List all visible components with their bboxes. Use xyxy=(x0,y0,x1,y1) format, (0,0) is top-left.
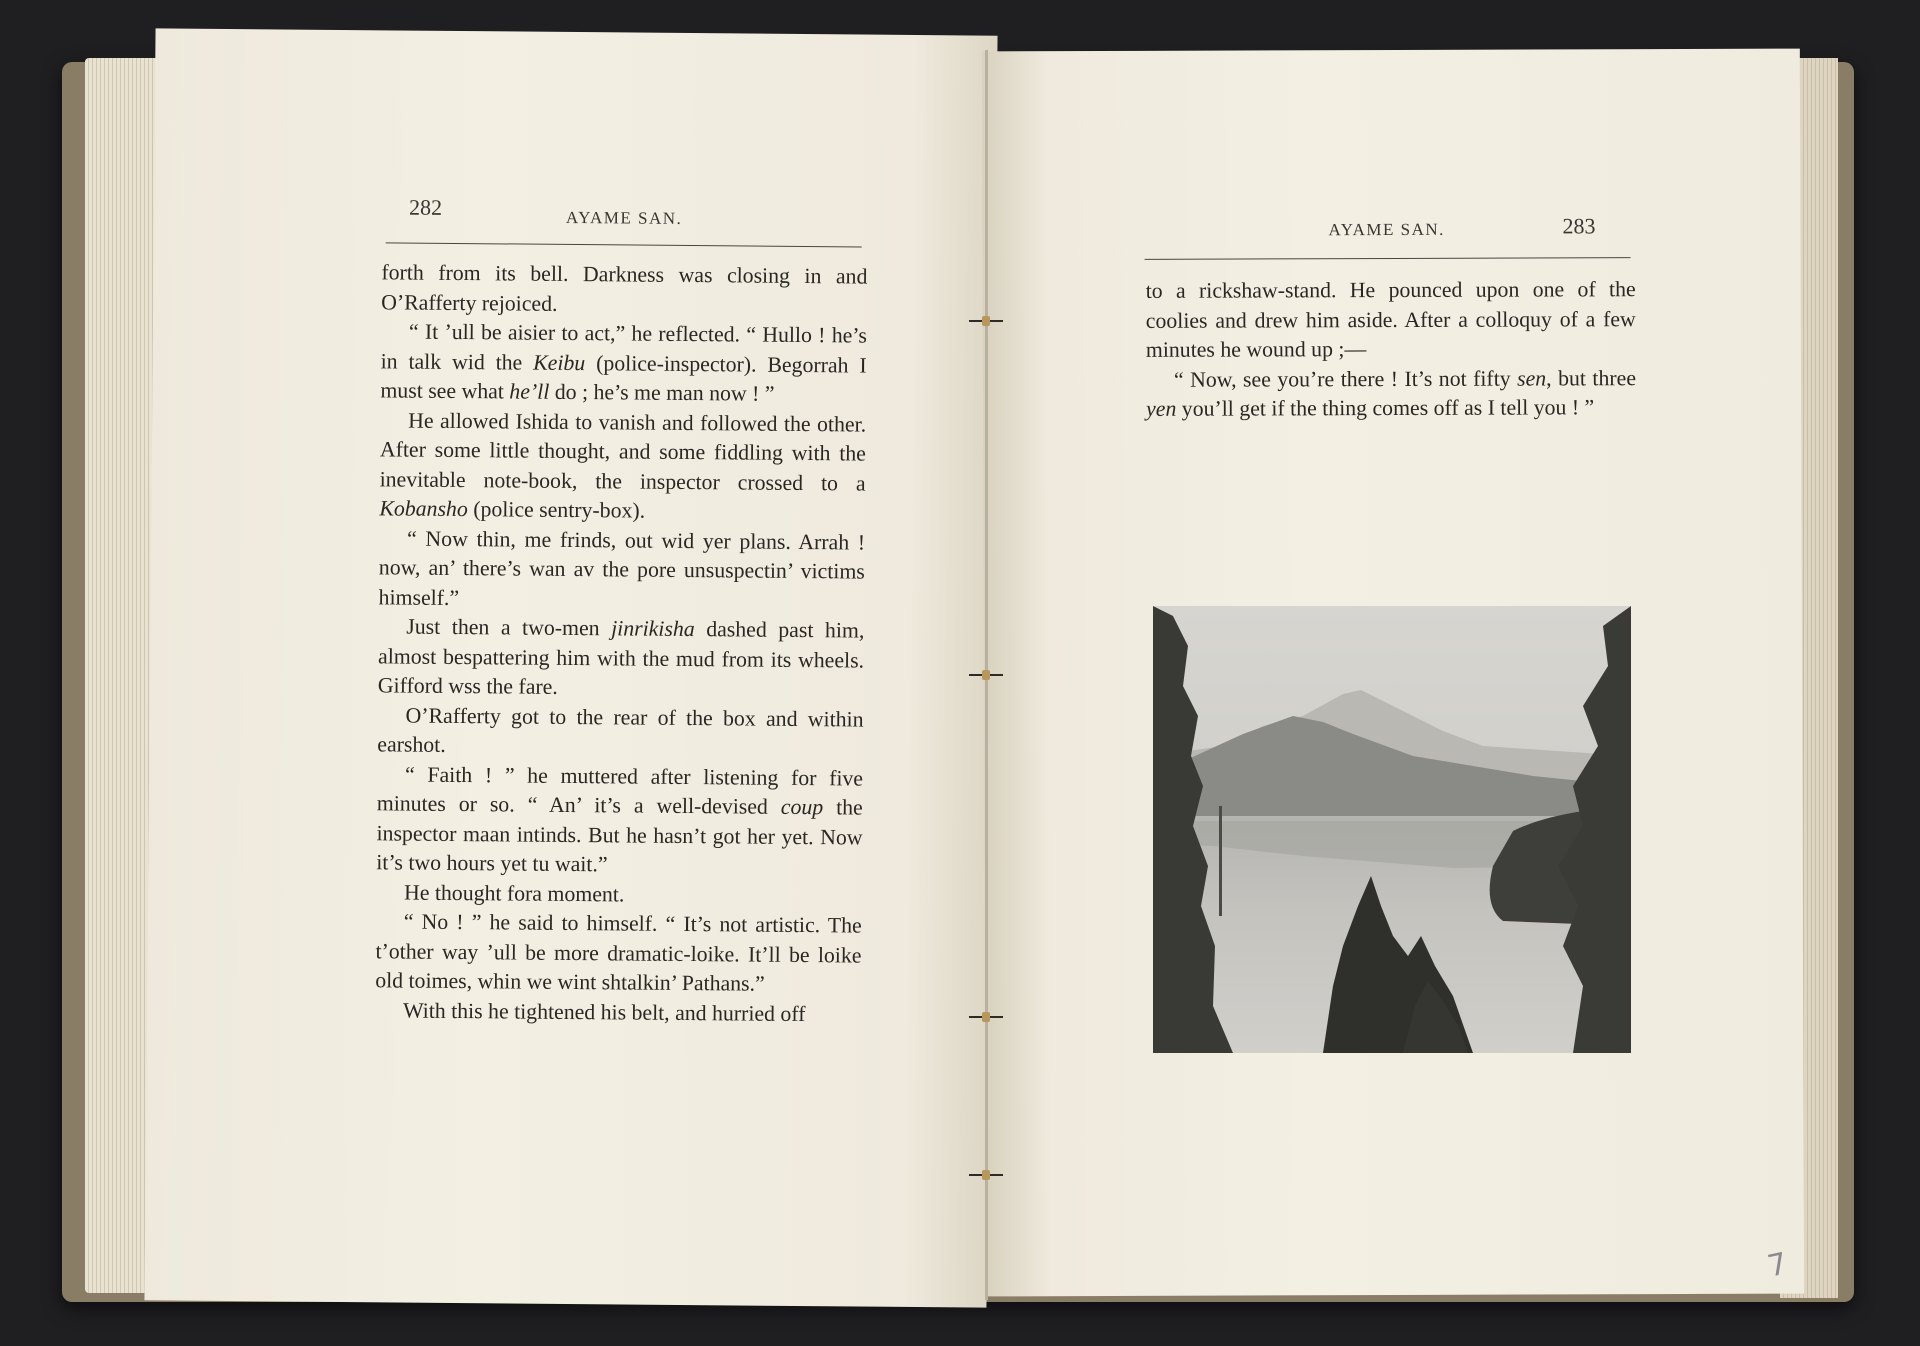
paragraph xyxy=(380,317,867,410)
text-segment: yen xyxy=(1146,396,1177,421)
text-segment: “ Now thin, me frinds, out wid yer plans. Arrah ! now, an’ there’s wan av the pore unsuspectin’ victims himself.” xyxy=(378,526,866,610)
paragraph xyxy=(379,406,866,528)
text-segment: coup xyxy=(780,794,824,820)
paragraph xyxy=(378,612,865,705)
paragraph xyxy=(378,524,865,617)
left-running-head: AYAME SAN. xyxy=(565,207,683,228)
paragraph xyxy=(377,701,863,764)
text-segment: He allowed Ishida to vanish and followed the other. After some little thought, and some fiddling with the inevitable note-book, the inspector crossed to a xyxy=(379,408,867,496)
right-page-number: 283 xyxy=(1562,213,1596,239)
binding-stitch xyxy=(969,674,1003,676)
paragraph xyxy=(375,907,862,1000)
text-segment: O’Rafferty got to the rear of the box and within earshot. xyxy=(377,703,864,757)
text-segment: Keibu xyxy=(533,350,586,375)
text-segment: forth from its bell. Darkness was closing in and O’Rafferty rejoiced. xyxy=(381,260,868,316)
text-segment: he’ll xyxy=(509,379,550,404)
paragraph xyxy=(1146,275,1636,365)
left-body-text xyxy=(375,258,868,1029)
text-segment: “ Now, see you’re there ! It’s not fifty xyxy=(1173,366,1518,392)
paragraph xyxy=(381,258,867,321)
text-segment: “ It ’ull be aisier to act,” he reflected. “ Hullo ! he’s in talk wid the xyxy=(380,319,868,375)
binding-stitch xyxy=(969,1174,1003,1176)
text-segment: He thought fora moment. xyxy=(403,880,625,906)
text-segment: do ; he’s me man now ! ” xyxy=(549,379,775,406)
right-header-rule xyxy=(1145,257,1631,260)
right-body-text xyxy=(1146,275,1637,424)
paragraph xyxy=(376,878,862,912)
left-page-number: 282 xyxy=(408,194,443,220)
paragraph xyxy=(375,996,861,1030)
paragraph xyxy=(1146,364,1636,425)
text-segment: the inspector maan intinds. But he hasn’t got her yet. Now it’s two hours yet tu wait.” xyxy=(376,795,863,877)
text-segment: With this he tightened his belt, and hurried off xyxy=(402,998,806,1026)
mountain-lake-photograph xyxy=(1153,606,1631,1053)
text-segment: (police-inspector). Begorrah I must see what xyxy=(380,350,867,404)
text-segment: “ Faith ! ” he muttered after listening for five minutes or so. “ An’ it’s a well-devised xyxy=(376,762,864,819)
text-segment: (police sentry-box). xyxy=(467,497,646,523)
text-segment: “ No ! ” he said to himself. “ It’s not artistic. The t’other way ’ull be more dramatic-loike. It’ll be loike old toimes, whin we wint shtalkin’ Pathans.” xyxy=(375,909,862,996)
text-segment: Just then a two-men xyxy=(406,614,612,641)
pencil-mark: 7 xyxy=(1764,1246,1791,1285)
binding-stitch xyxy=(969,320,1003,322)
paragraph xyxy=(376,760,863,882)
text-segment: Kobansho xyxy=(379,496,468,522)
text-segment: dashed past him, almost bespattering him with the mud from its wheels. Gifford wss the fare. xyxy=(377,617,865,699)
left-page xyxy=(144,28,997,1307)
left-header-rule xyxy=(386,242,862,247)
text-segment: jinrikisha xyxy=(611,616,695,642)
text-segment: , but three xyxy=(1546,365,1637,390)
text-segment: to a rickshaw-stand. He pounced upon one of the coolies and drew him aside. After a colloquy of a few minutes he wound up ;— xyxy=(1145,277,1636,362)
text-segment: sen xyxy=(1517,365,1547,391)
binding-stitch xyxy=(969,1016,1003,1018)
right-running-head: AYAME SAN. xyxy=(1328,219,1445,240)
text-segment: you’ll get if the thing comes off as I tell you ! ” xyxy=(1176,395,1595,421)
